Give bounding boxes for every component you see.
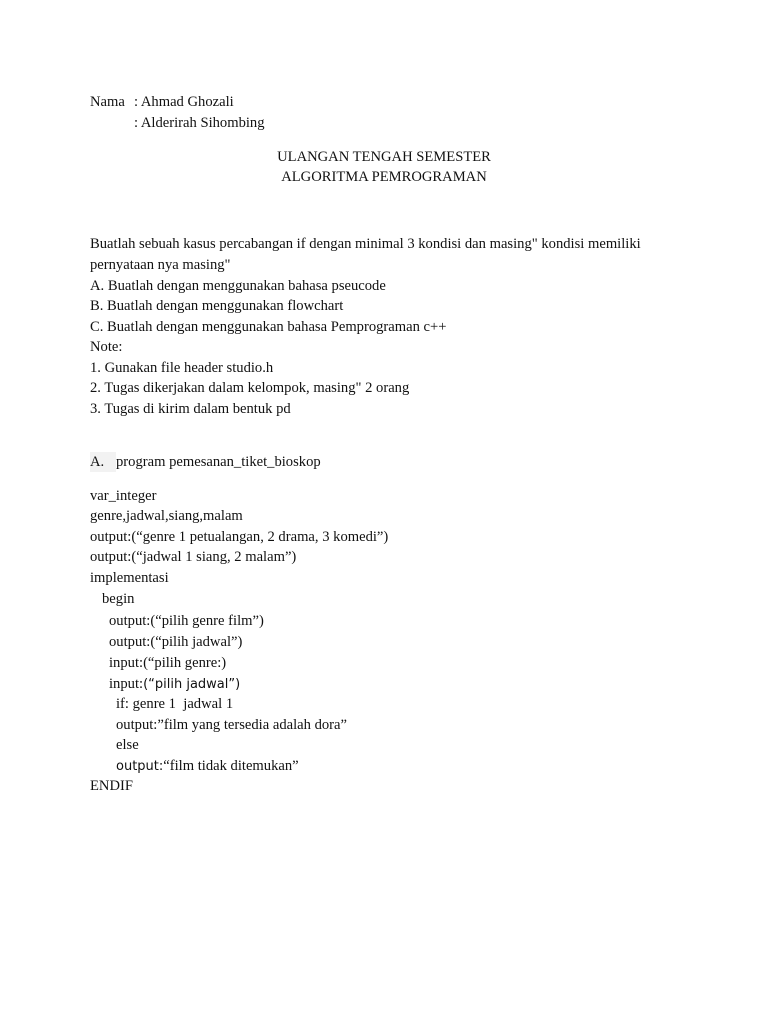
code-line-10-keyword: input:: [109, 676, 144, 692]
code-line-5: implementasi: [90, 570, 169, 586]
task-intro-2: pernyataan nya masing": [90, 257, 231, 273]
section-a-heading: [90, 452, 321, 472]
code-line-1: var_integer: [90, 488, 157, 504]
code-line-9-arg: (“pilih genre:): [143, 655, 227, 671]
code-line-3: output:(“genre 1 petualangan, 2 drama, 3 komedi”): [90, 529, 389, 545]
section-a-title: program pemesanan_tiket_bioskop: [116, 454, 321, 470]
code-line-7: output:(“pilih genre film”): [109, 613, 264, 629]
code-line-10: [109, 674, 240, 695]
task-option-c: C. Buatlah dengan menggunakan bahasa Pemprograman c++: [90, 319, 447, 335]
code-line-11: if: genre 1 jadwal 1: [116, 696, 234, 712]
task-option-a: A. Buatlah dengan menggunakan bahasa pseucode: [90, 278, 386, 294]
title-line-1: ULANGAN TENGAH SEMESTER: [277, 149, 491, 165]
code-line-8: output:(“pilih jadwal”): [109, 634, 243, 650]
note-item-2: 2. Tugas dikerjakan dalam kelompok, masing" 2 orang: [90, 380, 410, 396]
student-name-1: : Ahmad Ghozali: [134, 94, 234, 110]
task-option-b: B. Buatlah dengan menggunakan flowchart: [90, 298, 344, 314]
task-intro-1: Buatlah sebuah kasus percabangan if dengan minimal 3 kondisi dan masing" kondisi memiliki: [90, 236, 641, 252]
code-line-4: output:(“jadwal 1 siang, 2 malam”): [90, 549, 297, 565]
note-item-1: 1. Gunakan file header studio.h: [90, 360, 274, 376]
section-a-letter: A.: [90, 452, 116, 472]
code-line-14-arg: “film tidak ditemukan”: [163, 758, 299, 774]
note-label: Note:: [90, 339, 123, 355]
name-label: Nama: [90, 94, 125, 110]
code-line-14-keyword: output:: [116, 759, 164, 774]
code-line-15: ENDIF: [90, 778, 133, 794]
name-line-1: [90, 92, 234, 112]
code-line-14: [116, 756, 299, 777]
code-line-6: begin: [102, 591, 135, 607]
student-name-2: : Alderirah Sihombing: [134, 115, 265, 131]
code-line-13: else: [116, 737, 139, 753]
code-line-12: output:”film yang tersedia adalah dora”: [116, 717, 347, 733]
code-line-10-arg: (“pilih jadwal”): [143, 677, 241, 692]
title-line-2: ALGORITMA PEMROGRAMAN: [281, 169, 487, 185]
code-line-9: [109, 653, 226, 673]
code-line-2: genre,jadwal,siang,malam: [90, 508, 243, 524]
code-line-9-keyword: input:: [109, 655, 144, 671]
note-item-3: 3. Tugas di kirim dalam bentuk pd: [90, 401, 291, 417]
